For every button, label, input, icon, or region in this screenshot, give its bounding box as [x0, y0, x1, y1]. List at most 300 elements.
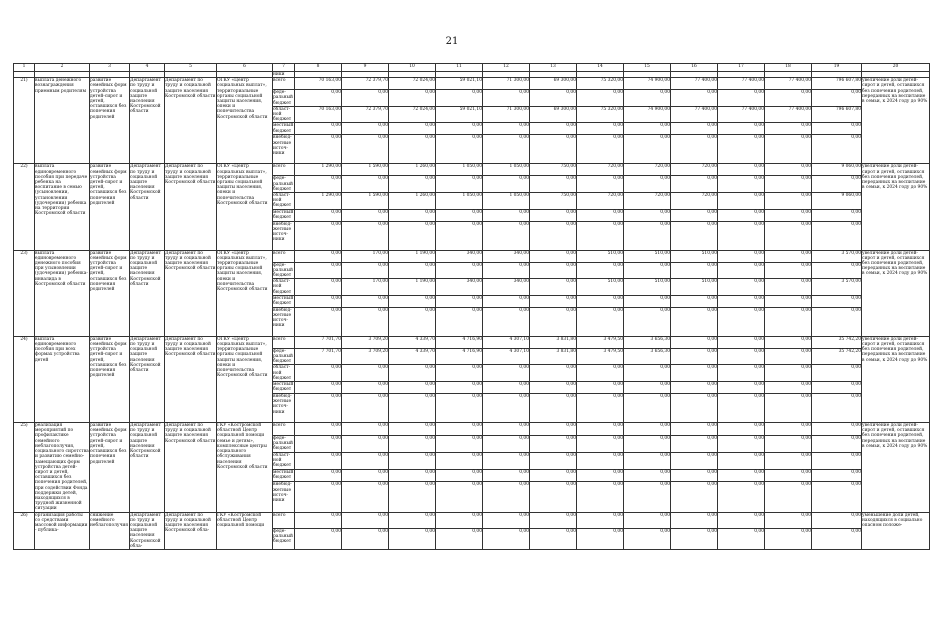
year-amount: 1 590,00 [342, 193, 389, 210]
year-amount: 0,00 [671, 482, 718, 512]
table-row [14, 423, 930, 435]
year-amount: 69 300,00 [530, 106, 577, 123]
year-amount: 69 300,00 [530, 78, 577, 90]
header-row [14, 64, 930, 72]
total-amount: 0,00 [812, 90, 862, 107]
funding-source: феде-ральный бюджет [273, 435, 293, 451]
measure-goal: снижение семейного неблагополучия [90, 512, 130, 549]
header-cell: 10 [389, 64, 436, 72]
year-amount: 77 400,00 [765, 106, 812, 123]
year-amount: 0,00 [389, 365, 436, 382]
table-row [14, 78, 930, 90]
total-amount: 0,00 [812, 307, 862, 336]
year-amount: 720,00 [671, 193, 718, 210]
year-amount: 0,00 [295, 250, 342, 262]
year-amount: 0,00 [483, 382, 530, 394]
year-amount: 0,00 [671, 135, 718, 164]
year-amount: 0,00 [577, 135, 624, 164]
funding-source: местный бюджет [273, 469, 294, 481]
year-amount: 0,00 [624, 221, 671, 250]
year-amount: 0,00 [718, 482, 765, 512]
header-cell: 7 [273, 64, 295, 72]
year-amount: 0,00 [342, 394, 389, 423]
year-amount: 1 590,00 [342, 164, 389, 176]
year-amount: 0,00 [483, 435, 530, 452]
year-amount: 0,00 [671, 209, 718, 221]
year-amount: 0,00 [483, 307, 530, 336]
year-amount: 0,00 [718, 221, 765, 250]
year-amount: 0,00 [436, 512, 483, 528]
year-amount: 0,00 [342, 135, 389, 164]
year-amount: 0,00 [765, 382, 812, 394]
year-amount: 0,00 [483, 295, 530, 307]
year-amount: 0,00 [718, 452, 765, 469]
year-amount: 0,00 [765, 394, 812, 423]
funding-source: местный бюджет [273, 123, 294, 134]
year-amount: 0,00 [624, 307, 671, 336]
year-amount: 0,00 [718, 135, 765, 164]
year-amount: 0,00 [483, 394, 530, 423]
year-amount: 0,00 [765, 295, 812, 307]
year-amount: 0,00 [530, 209, 577, 221]
year-amount: 0,00 [389, 482, 436, 512]
row-number: 21) [14, 78, 35, 164]
year-amount: 0,00 [624, 394, 671, 423]
funding-source: всего [273, 336, 295, 348]
year-amount: 0,00 [389, 452, 436, 469]
year-amount: 0,00 [530, 221, 577, 250]
year-amount: 74 900,00 [624, 78, 671, 90]
measure-name: выплата единовременного пособия при передаче ребенка на воспитание в семью (усыновлении, установлении (удочерении) ребенка на территории Костромской области [35, 164, 90, 250]
year-amount: 0,00 [389, 528, 436, 549]
year-amount: 0,00 [530, 365, 577, 382]
total-amount: 0,00 [812, 394, 862, 423]
year-amount: 0,00 [530, 279, 577, 296]
year-amount: 0,00 [389, 90, 436, 107]
table-row [14, 164, 930, 176]
row-number: 22) [14, 164, 35, 250]
year-amount: 0,00 [436, 135, 483, 164]
co-executor: Департамент по труду и социальной защите населения Костромской области [165, 164, 217, 250]
year-amount: 0,00 [436, 382, 483, 394]
year-amount: 0,00 [295, 221, 342, 250]
year-amount: 0,00 [671, 528, 718, 549]
header-cell: 15 [624, 64, 671, 72]
year-amount: 0,00 [436, 221, 483, 250]
year-amount: 0,00 [765, 164, 812, 176]
year-amount: 0,00 [295, 482, 342, 512]
table-row [14, 336, 930, 348]
co-executor: Департамент по труду и социальной защите населения Костромской области [165, 78, 217, 164]
year-amount: 0,00 [342, 90, 389, 107]
year-amount: 0,00 [483, 482, 530, 512]
year-amount: 0,00 [718, 469, 765, 481]
row-number: 23) [14, 250, 35, 336]
year-amount: 0,00 [342, 482, 389, 512]
year-amount: 77 400,00 [765, 78, 812, 90]
year-amount: 0,00 [671, 307, 718, 336]
header-cell: 17 [718, 64, 765, 72]
year-amount: 0,00 [718, 90, 765, 107]
year-amount: 72 024,00 [389, 78, 436, 90]
year-amount: 70 163,00 [295, 106, 342, 123]
year-amount: 3 656,30 [624, 336, 671, 348]
total-amount: 796 607,80 [812, 106, 862, 123]
institution: ОГКУ «Центр социальных выплат», территориальные органы социальной защиты населения, опеки и попечительства Костромской области [217, 164, 273, 250]
total-amount: 0,00 [812, 135, 862, 164]
year-amount: 4 716,90 [436, 348, 483, 365]
year-amount: 0,00 [389, 512, 436, 528]
year-amount: 0,00 [436, 307, 483, 336]
year-amount: 170,00 [342, 250, 389, 262]
funding-source: внебюд-жетные источ-ники [273, 307, 295, 336]
year-amount: 0,00 [765, 482, 812, 512]
year-amount: 0,00 [295, 90, 342, 107]
year-amount: 0,00 [765, 336, 812, 348]
year-amount: 720,00 [624, 164, 671, 176]
institution: ГКУ «Костромской областной Центр социальной помощи [217, 512, 273, 549]
header-cell: 2 [35, 64, 90, 72]
year-amount: 0,00 [577, 482, 624, 512]
year-amount: 74 900,00 [624, 106, 671, 123]
year-amount: 0,00 [342, 262, 389, 279]
year-amount: 59 021,10 [436, 78, 483, 90]
year-amount: 0,00 [765, 452, 812, 469]
funding-source: внебюд-жетные источ-ники [273, 135, 295, 164]
year-amount: 77 400,00 [671, 78, 718, 90]
year-amount: 0,00 [530, 90, 577, 107]
year-amount: 510,00 [577, 250, 624, 262]
year-amount: 7 701,70 [295, 336, 342, 348]
total-amount: 796 607,80 [812, 78, 862, 90]
year-amount: 0,00 [624, 176, 671, 193]
measure-name: выплата единовременного денежного пособия при усыновлении (удочерении) ребенка-инвалида в Костромской области [35, 250, 90, 336]
year-amount: 75 320,00 [577, 78, 624, 90]
year-amount: 0,00 [577, 262, 624, 279]
year-amount: 71 300,00 [483, 78, 530, 90]
funding-source: феде-ральный бюджет [273, 348, 293, 365]
year-amount: 0,00 [718, 423, 765, 435]
year-amount: 0,00 [483, 469, 530, 481]
year-amount: 0,00 [718, 394, 765, 423]
total-amount: 0,00 [812, 469, 862, 481]
year-amount: 0,00 [530, 382, 577, 394]
year-amount: 75 320,00 [577, 106, 624, 123]
year-amount: 0,00 [718, 512, 765, 528]
expected-result: увеличение доли детей-сирот и детей, оставшихся без попечения родителей, переданных на воспитание в семьи, к 2024 году до 90% [862, 336, 930, 422]
year-amount: 0,00 [671, 176, 718, 193]
year-amount: 0,00 [765, 90, 812, 107]
responsible-executor: Департамент по труду и социальной защите населения Костромской области [130, 78, 165, 164]
institution: ГКУ «Костромской областной Центр социальной помощи семье и детям», комплексные центры социального обслуживания населения Костромской области [217, 423, 273, 512]
year-amount: 0,00 [624, 365, 671, 382]
year-amount: 0,00 [436, 90, 483, 107]
year-amount: 0,00 [295, 423, 342, 435]
institution: ОГКУ «Центр социальных выплат», территориальные органы социальной защиты населения, опеки и попечительства Костромской области [217, 250, 273, 336]
year-amount: 3 656,30 [624, 348, 671, 365]
year-amount: 0,00 [577, 423, 624, 435]
year-amount: 0,00 [718, 365, 765, 382]
year-amount: 0,00 [342, 435, 389, 452]
year-amount: 0,00 [295, 135, 342, 164]
year-amount: 1 050,00 [483, 193, 530, 210]
header-cell: 13 [530, 64, 577, 72]
total-amount: 0,00 [812, 382, 862, 394]
year-amount: 0,00 [342, 123, 389, 135]
year-amount: 0,00 [765, 469, 812, 481]
funding-source: всего [273, 164, 295, 176]
year-amount: 0,00 [389, 262, 436, 279]
year-amount: 0,00 [765, 176, 812, 193]
year-amount: 0,00 [765, 221, 812, 250]
year-amount: 0,00 [295, 382, 342, 394]
expected-result: увеличение доли детей-сирот и детей, оставшихся без попечения родителей, переданных на воспитание в семьи, к 2024 году до 90% [862, 164, 930, 250]
year-amount: 0,00 [436, 123, 483, 135]
year-amount: 0,00 [483, 221, 530, 250]
header-cell: 6 [217, 64, 273, 72]
year-amount: 0,00 [342, 365, 389, 382]
year-amount: 0,00 [765, 193, 812, 210]
year-amount: 0,00 [295, 262, 342, 279]
year-amount: 70 163,00 [295, 78, 342, 90]
total-amount: 0,00 [812, 221, 862, 250]
funding-source: местный бюджет [273, 209, 294, 220]
year-amount: 0,00 [342, 512, 389, 528]
funding-source: местный бюджет [273, 295, 294, 307]
total-amount: 0,00 [812, 295, 862, 307]
year-amount: 0,00 [436, 435, 483, 452]
year-amount: 720,00 [624, 193, 671, 210]
year-amount: 4 307,10 [483, 336, 530, 348]
year-amount: 0,00 [295, 279, 342, 296]
measure-goal: развитие семейных форм устройства детей-сирот и детей, оставшихся без попечения родителей [90, 423, 130, 512]
table-row [14, 512, 930, 528]
measure-name: выплата единовременного пособия при всех формах устройства детей [35, 336, 90, 422]
year-amount: 0,00 [483, 135, 530, 164]
year-amount: 0,00 [295, 512, 342, 528]
year-amount: 0,00 [577, 90, 624, 107]
year-amount: 0,00 [671, 221, 718, 250]
year-amount: 0,00 [530, 512, 577, 528]
total-amount: 9 060,00 [812, 164, 862, 176]
year-amount: 0,00 [295, 209, 342, 221]
year-amount: 77 400,00 [718, 106, 765, 123]
year-amount: 0,00 [342, 528, 389, 549]
year-amount: 0,00 [389, 209, 436, 221]
year-amount: 0,00 [624, 512, 671, 528]
year-amount: 0,00 [436, 469, 483, 481]
year-amount: 1 050,00 [436, 193, 483, 210]
year-amount: 0,00 [389, 382, 436, 394]
measure-goal: развитие семейных форм устройства детей-сирот и детей, оставшихся без попечения родителей [90, 336, 130, 422]
year-amount: 720,00 [577, 193, 624, 210]
year-amount: 0,00 [765, 135, 812, 164]
responsible-executor: Департамент по труду и социальной защите населения Костромской области [130, 250, 165, 336]
year-amount: 0,00 [577, 512, 624, 528]
header-cell: 9 [342, 64, 389, 72]
year-amount: 0,00 [342, 307, 389, 336]
year-amount: 0,00 [342, 452, 389, 469]
year-amount: 0,00 [530, 423, 577, 435]
year-amount: 0,00 [530, 394, 577, 423]
year-amount: 0,00 [389, 295, 436, 307]
year-amount: 0,00 [718, 279, 765, 296]
year-amount: 0,00 [530, 135, 577, 164]
year-amount: 0,00 [483, 512, 530, 528]
total-amount: 0,00 [812, 423, 862, 435]
year-amount: 170,00 [342, 279, 389, 296]
year-amount: 72 379,70 [342, 106, 389, 123]
year-amount: 0,00 [530, 176, 577, 193]
expected-result: уменьшение доли детей, находящихся в социально опасном положе- [862, 512, 930, 549]
year-amount: 0,00 [483, 123, 530, 135]
funding-source: феде-ральный бюджет [273, 90, 293, 106]
header-cell: 5 [165, 64, 217, 72]
header-cell: 8 [295, 64, 342, 72]
year-amount: 0,00 [671, 452, 718, 469]
year-amount: 3 709,20 [342, 336, 389, 348]
year-amount: 0,00 [483, 365, 530, 382]
year-amount: 0,00 [718, 336, 765, 348]
year-amount: 0,00 [436, 262, 483, 279]
year-amount: 0,00 [483, 90, 530, 107]
funding-source: област-ной бюджет [273, 193, 295, 210]
year-amount: 1 290,00 [295, 164, 342, 176]
total-amount: 0,00 [812, 482, 862, 512]
measure-goal: развитие семейных форм устройства детей-сирот и детей, оставшихся без попечения родителей [90, 78, 130, 164]
total-amount: 0,00 [812, 209, 862, 221]
funding-source: феде-ральный бюджет [273, 176, 293, 192]
year-amount: 0,00 [483, 176, 530, 193]
year-amount: 0,00 [577, 469, 624, 481]
year-amount: 1 290,00 [295, 193, 342, 210]
year-amount: 4 339,70 [389, 348, 436, 365]
year-amount: 0,00 [342, 221, 389, 250]
year-amount: 0,00 [624, 469, 671, 481]
year-amount: 3 709,20 [342, 348, 389, 365]
year-amount: 0,00 [718, 382, 765, 394]
header-cell: 19 [812, 64, 862, 72]
year-amount: 0,00 [671, 262, 718, 279]
year-amount: 720,00 [577, 164, 624, 176]
total-amount: 0,00 [812, 123, 862, 135]
measure-goal: развитие семейных форм устройства детей-сирот и детей, оставшихся без попечения родителей [90, 250, 130, 336]
year-amount: 0,00 [577, 209, 624, 221]
year-amount: 0,00 [530, 262, 577, 279]
funding-source: внебюд-жетные источ-ники [273, 394, 295, 423]
co-executor: Департамент по труду и социальной защите населения Костромской области [165, 250, 217, 336]
year-amount: 0,00 [342, 295, 389, 307]
year-amount: 3 831,80 [530, 336, 577, 348]
year-amount: 0,00 [577, 176, 624, 193]
row-number: 25) [14, 423, 35, 512]
year-amount: 0,00 [718, 528, 765, 549]
header-cell: 18 [765, 64, 812, 72]
year-amount: 0,00 [342, 176, 389, 193]
year-amount: 0,00 [436, 452, 483, 469]
year-amount: 0,00 [295, 452, 342, 469]
year-amount: 0,00 [718, 123, 765, 135]
year-amount: 0,00 [624, 382, 671, 394]
year-amount: 0,00 [718, 250, 765, 262]
year-amount: 0,00 [765, 435, 812, 452]
year-amount: 750,00 [530, 164, 577, 176]
year-amount: 720,00 [671, 164, 718, 176]
year-amount: 0,00 [624, 295, 671, 307]
funding-source: всего [273, 423, 295, 435]
measure-name: реализация мероприятий по профилактике семейного неблагополучия, социального сиротства и развитию семейно-замещающих форм устройства детей-сирот и детей, оставшихся без попечения родителей, при содействии Фонда поддержки детей, находящихся в трудной жизненной ситуации [35, 423, 89, 512]
year-amount: 7 701,70 [295, 348, 342, 365]
year-amount: 0,00 [624, 123, 671, 135]
expected-result: увеличение доли детей-сирот и детей, оставшихся без попечения родителей, переданных на воспитание в семьи, к 2024 году до 90% [862, 78, 930, 164]
year-amount: 0,00 [765, 307, 812, 336]
year-amount: 0,00 [389, 176, 436, 193]
continuation-source: ники [273, 72, 295, 78]
measure-name: выплата денежного вознаграждения приемным родителям [35, 78, 90, 164]
year-amount: 0,00 [342, 469, 389, 481]
header-cell: 20 [862, 64, 930, 72]
year-amount: 0,00 [483, 423, 530, 435]
header-cell: 4 [130, 64, 165, 72]
year-amount: 0,00 [295, 394, 342, 423]
total-amount: 3 570,00 [812, 250, 862, 262]
year-amount: 77 400,00 [718, 78, 765, 90]
year-amount: 0,00 [671, 336, 718, 348]
year-amount: 3 479,50 [577, 336, 624, 348]
year-amount: 0,00 [389, 135, 436, 164]
header-cell: 1 [14, 64, 35, 72]
year-amount: 1 190,00 [389, 279, 436, 296]
year-amount: 0,00 [389, 123, 436, 135]
co-executor: Департамент по труду и социальной защите населения Костромской области [165, 423, 217, 512]
total-amount: 0,00 [812, 176, 862, 193]
year-amount: 0,00 [436, 482, 483, 512]
year-amount: 0,00 [342, 382, 389, 394]
year-amount: 0,00 [295, 123, 342, 135]
year-amount: 0,00 [436, 394, 483, 423]
year-amount: 0,00 [624, 528, 671, 549]
co-executor: Департамент по труду и социальной защите населения Костромской обла- [165, 512, 217, 549]
table-row [14, 250, 930, 262]
year-amount: 0,00 [483, 209, 530, 221]
year-amount: 0,00 [671, 435, 718, 452]
year-amount: 0,00 [577, 295, 624, 307]
year-amount: 0,00 [718, 176, 765, 193]
year-amount: 1 260,00 [389, 193, 436, 210]
year-amount: 59 021,10 [436, 106, 483, 123]
year-amount: 0,00 [718, 164, 765, 176]
year-amount: 0,00 [530, 452, 577, 469]
year-amount: 0,00 [530, 482, 577, 512]
year-amount: 0,00 [671, 295, 718, 307]
year-amount: 0,00 [389, 469, 436, 481]
total-amount: 9 060,00 [812, 193, 862, 210]
year-amount: 0,00 [436, 528, 483, 549]
header-cell: 12 [483, 64, 530, 72]
year-amount: 0,00 [530, 528, 577, 549]
year-amount: 0,00 [342, 209, 389, 221]
year-amount: 0,00 [671, 423, 718, 435]
year-amount: 0,00 [765, 423, 812, 435]
year-amount: 0,00 [624, 90, 671, 107]
year-amount: 0,00 [765, 528, 812, 549]
year-amount: 0,00 [671, 348, 718, 365]
year-amount: 0,00 [718, 435, 765, 452]
header-cell: 3 [90, 64, 130, 72]
year-amount: 340,00 [436, 279, 483, 296]
funding-source: внебюд-жетные источ-ники [273, 482, 295, 512]
year-amount: 0,00 [624, 423, 671, 435]
